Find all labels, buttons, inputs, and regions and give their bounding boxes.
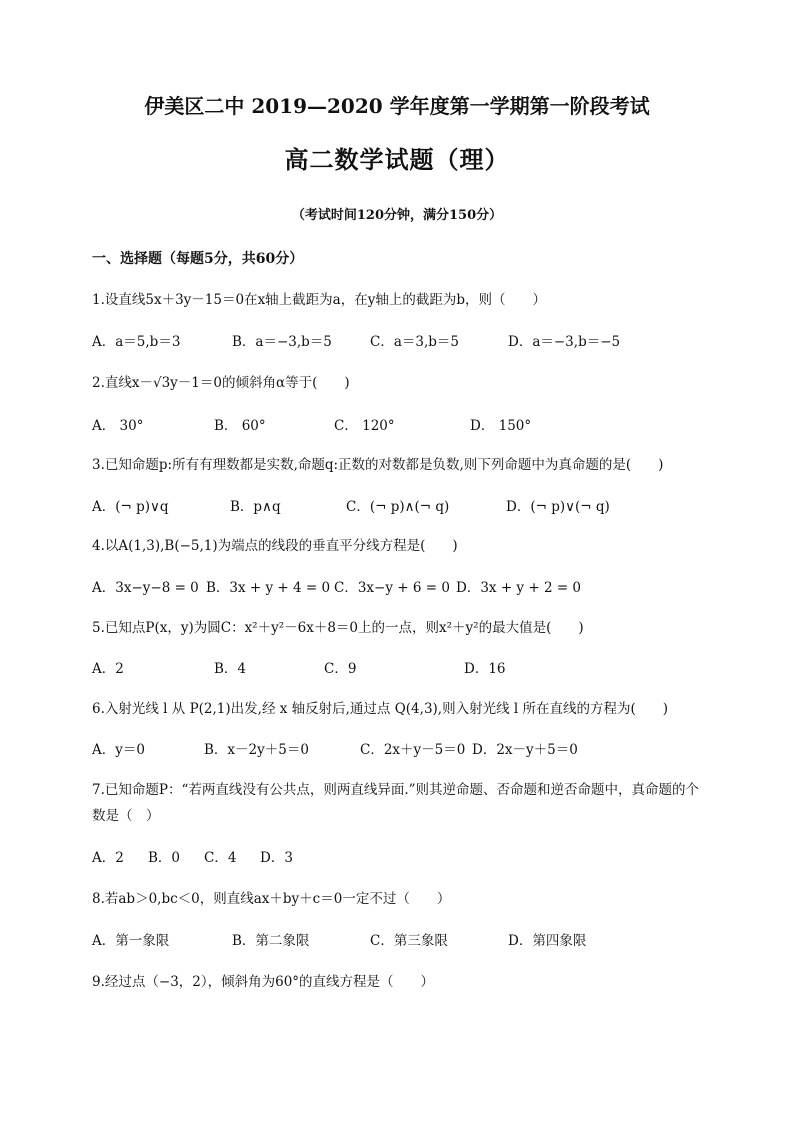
- option-c: C．a＝3,b＝5: [370, 334, 459, 350]
- question-5-stem: 5.已知点P(x，y)为圆C：x²＋y²－6x＋8＝0上的一点，则x²＋y²的最大值是( ): [92, 620, 584, 636]
- option-d: D．第四象限: [508, 933, 587, 949]
- option-b: B．3x + y + 4 = 0: [206, 580, 331, 596]
- option-d: D．16: [464, 661, 506, 677]
- question-8-stem: 8.若ab＞0,bc＜0，则直线ax＋by＋c＝0一定不过（ ）: [92, 891, 451, 907]
- option-a: A．第一象限: [92, 933, 170, 949]
- option-d: D．(¬ p)∨(¬ q): [506, 499, 610, 515]
- question-4-stem: 4.以A(1,3),B(−5,1)为端点的线段的垂直平分线方程是( ): [92, 538, 458, 554]
- option-b: B．x－2y＋5＝0: [204, 742, 309, 758]
- question-9-stem: 9.经过点（−3，2），倾斜角为60°的直线方程是（ ）: [92, 974, 435, 990]
- option-c: C．4: [204, 850, 237, 866]
- option-c: C． 120°: [334, 418, 395, 434]
- question-6-stem: 6.入射光线 l 从 P(2,1)出发,经 x 轴反射后,通过点 Q(4,3),则入射光线 l 所在直线的方程为( ): [92, 701, 669, 717]
- option-b: B．第二象限: [232, 933, 310, 949]
- option-b: B．a＝−3,b＝5: [232, 334, 332, 350]
- option-a: A．(¬ p)∨q: [92, 499, 169, 515]
- option-d: D．a＝−3,b＝−5: [508, 334, 621, 350]
- exam-title: 伊美区二中 2019—2020 学年度第一学期第一阶段考试: [144, 94, 650, 118]
- option-d: D．3x + y + 2 = 0: [456, 580, 582, 596]
- option-d: D．2x－y＋5＝0: [472, 742, 578, 758]
- option-c: C．第三象限: [370, 933, 448, 949]
- option-a: A．y＝0: [92, 742, 145, 758]
- option-d: D． 150°: [470, 418, 532, 434]
- option-a: A．2: [92, 661, 124, 677]
- exam-subtitle: 高二数学试题（理）: [284, 145, 510, 174]
- option-a: A． 30°: [92, 418, 144, 434]
- option-a: A．2: [92, 850, 124, 866]
- option-a: A．a＝5,b＝3: [92, 334, 181, 350]
- question-7-stem: 7.已知命题P：“若两直线没有公共点，则两直线异面.”则其逆命题、否命题和逆否命题中，真命题的个数是（ ）: [92, 782, 700, 824]
- option-b: B．0: [148, 850, 181, 866]
- option-b: B． 60°: [214, 418, 266, 434]
- option-b: B．4: [214, 661, 247, 677]
- option-d: D．3: [260, 850, 293, 866]
- section-heading: 一、选择题（每题5分，共60分）: [92, 251, 304, 267]
- option-b: B．p∧q: [230, 499, 281, 515]
- option-c: C．(¬ p)∧(¬ q): [346, 499, 450, 515]
- exam-note: （考试时间120分钟，满分150分）: [291, 208, 503, 223]
- question-3-stem: 3.已知命题p:所有有理数都是实数,命题q:正数的对数都是负数,则下列命题中为真命题的是( ): [92, 457, 664, 473]
- option-c: C．3x−y + 6 = 0: [334, 580, 450, 596]
- option-c: C．9: [324, 661, 357, 677]
- option-a: A．3x−y−8 = 0: [92, 580, 199, 596]
- option-c: C．2x＋y－5＝0: [360, 742, 466, 758]
- question-1-stem: 1.设直线5x＋3y－15＝0在x轴上截距为a，在y轴上的截距为b，则（ ）: [92, 292, 546, 308]
- question-2-stem: 2.直线x－√3y－1＝0的倾斜角α等于( ): [92, 375, 350, 391]
